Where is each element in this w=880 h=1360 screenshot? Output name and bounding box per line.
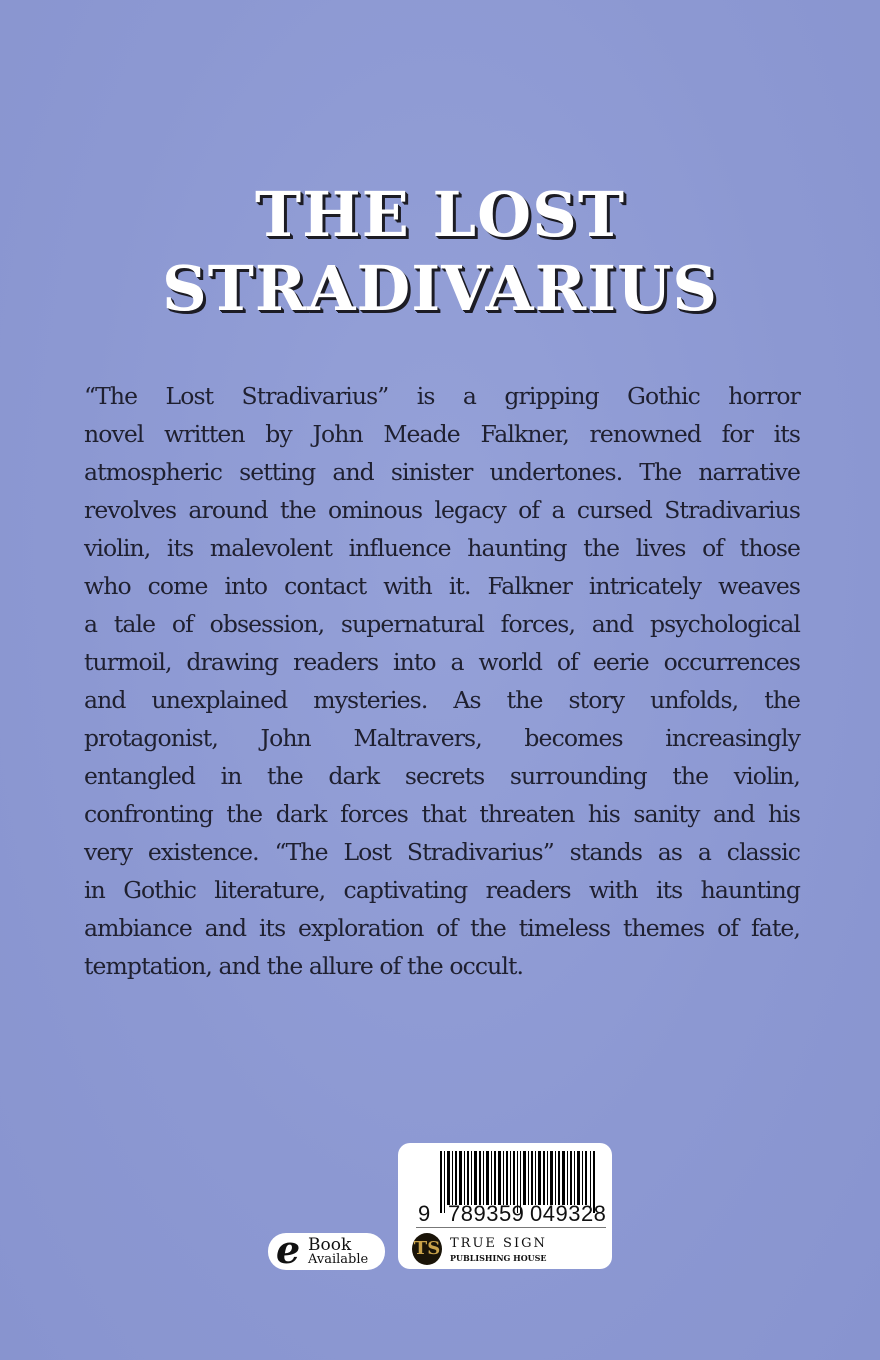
blurb-line: “The Lost Stradivarius” is a gripping Gothic horror: [84, 382, 800, 410]
publisher-name: TRUE SIGN: [450, 1236, 547, 1251]
publisher-logo-icon: TS: [412, 1233, 442, 1265]
blurb-line: who come into contact with it. Falkner intricately weaves: [84, 572, 800, 600]
blurb-line: ambiance and its exploration of the timeless themes of fate,: [84, 914, 800, 942]
isbn-barcode-box: [398, 1143, 612, 1269]
blurb-line: turmoil, drawing readers into a world of eerie occurrences: [84, 648, 800, 676]
blurb-line: a tale of obsession, supernatural forces, and psychological: [84, 610, 800, 638]
blurb-line: atmospheric setting and sinister undertones. The narrative: [84, 458, 800, 486]
isbn-group-2: 049328: [530, 1201, 607, 1226]
ebook-label-book: Book: [308, 1235, 352, 1255]
blurb-line: very existence. “The Lost Stradivarius” stands as a classic: [84, 838, 800, 866]
ebook-available-badge: [268, 1227, 385, 1272]
isbn-group-1: 789359: [448, 1201, 525, 1226]
blurb-line: violin, its malevolent influence haunting the lives of those: [84, 534, 800, 562]
ebook-label-available: Available: [308, 1252, 369, 1267]
blurb-line: in Gothic literature, captivating readers with its haunting: [84, 876, 800, 904]
book-title: [0, 178, 880, 326]
title-line-1: THE LOST: [254, 178, 626, 251]
blurb-line: entangled in the dark secrets surrounding the violin,: [84, 762, 800, 790]
blurb-line: revolves around the ominous legacy of a cursed Stradivarius: [84, 496, 800, 524]
blurb-line: confronting the dark forces that threaten his sanity and his: [84, 800, 800, 828]
blurb-line: and unexplained mysteries. As the story unfolds, the: [84, 686, 800, 714]
divider: [416, 1227, 606, 1228]
blurb-line: protagonist, John Maltravers, becomes increasingly: [84, 724, 800, 752]
blurb-line: temptation, and the allure of the occult.: [84, 952, 524, 980]
blurb: [84, 377, 800, 985]
ebook-e-icon: e: [276, 1227, 301, 1272]
publisher-subtitle: PUBLISHING HOUSE: [450, 1253, 547, 1263]
blurb-line: novel written by John Meade Falkner, renowned for its: [84, 420, 800, 448]
title-line-2: STRADIVARIUS: [161, 252, 719, 325]
isbn-prefix: 9: [418, 1201, 431, 1226]
